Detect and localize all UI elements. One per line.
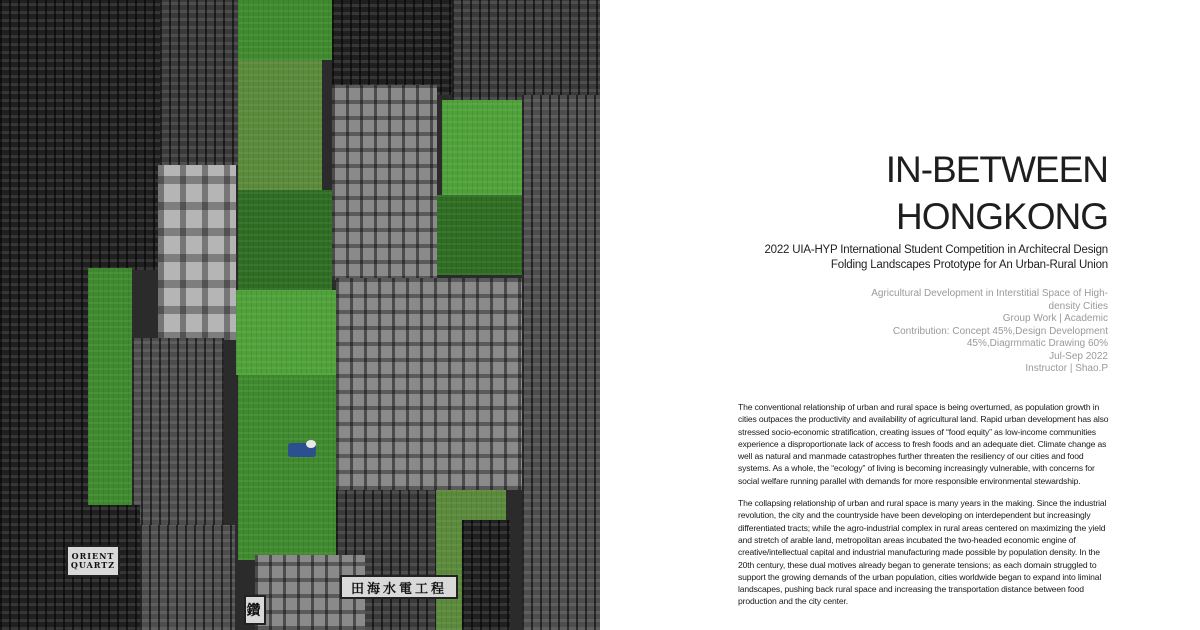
competition-name: 2022 UIA-HYP International Student Competition in Architecral Design (764, 244, 1108, 256)
green-field (238, 190, 332, 290)
project-subtitle (764, 243, 1108, 273)
tower-block (336, 278, 522, 490)
tower-block (522, 270, 600, 630)
tower-block (140, 525, 235, 630)
green-field (236, 290, 336, 375)
street-sign: 田海水電工程 (340, 575, 458, 599)
green-field (442, 100, 522, 195)
project-title (886, 146, 1108, 240)
green-field (238, 0, 332, 60)
project-title-line1: IN-BETWEEN (885, 149, 1108, 190)
meta-instructor: Instructor | Shao.P (1025, 363, 1108, 374)
green-field (238, 375, 336, 560)
tower-block (452, 0, 600, 100)
meta-date: Jul-Sep 2022 (1049, 350, 1108, 362)
tower-block (462, 520, 510, 630)
tower-block (0, 270, 90, 510)
tower-block (0, 0, 160, 270)
meta-contribution: Contribution: Concept 45%,Design Development 45%,Diagrmmatic Drawing 60% (892, 325, 1108, 349)
tower-block (158, 165, 236, 340)
street-sign: 鑽 (244, 595, 266, 625)
description-paragraph-2: The collapsing relationship of urban and rural space is many years in the making. Since the industrial revolution, the city and the countryside have been developing on interdependent but increasingly differentiated tracts; while the agro-industrial complex in rural areas centered on maximizing the yield and stretch of arable land, metropolitan areas incubated the two-headed economic engine of creative/intellectual capital and industrial manufacturing made possible by population density. In the 20th century, these dual motives already began to generate tensions; as each domain struggled to support the growing demands of the urban population, cities worldwide began to expand into liminal landscapes, pushing back rural space and increasing the transportation distance between food production and the city center. (738, 498, 1107, 607)
tower-block (160, 0, 238, 165)
street-sign: ORIENT QUARTZ (66, 545, 120, 577)
tower-block (332, 85, 437, 280)
tower-block (522, 95, 600, 270)
description-paragraph-1: The conventional relationship of urban and rural space is being overturned, as population growth in cities outpaces the productivity and availability of agricultural land. Rapid urban development has also stressed socio-economic stratification, creating issues of “food equity” as low-income communities experience a disproportionate lack of access to fresh foods and an adequate diet. Climate change as well as natural and manmade catastrophes further threaten the resiliency of our cities and food systems. As a whole, the “ecology” of living is becoming increasingly vulnerable, with concerns for social welfare running parallel with demands for more responsible environmental stewardship. (738, 402, 1109, 486)
meta-topic: Agricultural Development in Interstitial Space of High-density Cities (871, 288, 1108, 312)
meta-type: Group Work | Academic (1002, 313, 1108, 324)
green-field (436, 195, 522, 275)
project-tagline: Folding Landscapes Prototype for An Urban-Rural Union (830, 259, 1108, 271)
tower-block (332, 0, 452, 95)
green-field (238, 60, 322, 190)
project-meta (868, 288, 1108, 376)
farmer-figure (288, 443, 316, 457)
green-field (88, 268, 132, 508)
project-description (738, 401, 1110, 618)
project-title-line2: HONGKONG (896, 196, 1108, 237)
tower-block (132, 338, 224, 528)
